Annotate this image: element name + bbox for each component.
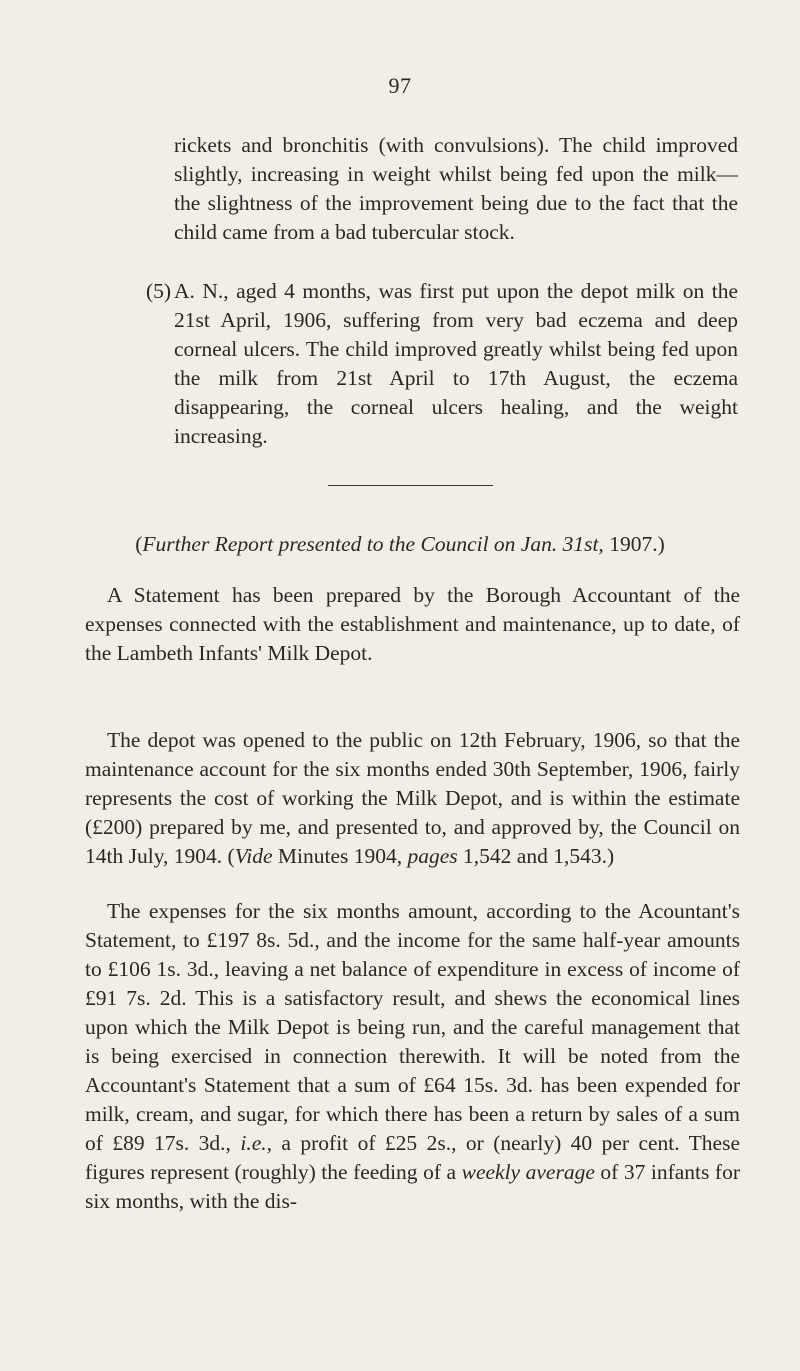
section-divider [328, 485, 493, 486]
depot-text-b: Minutes 1904, [272, 844, 408, 868]
case-number: (5) [146, 279, 172, 303]
case-continued-paragraph: rickets and bronchitis (with convulsions). The child improved slightly, increasing in weight whilst being fed upon the milk—the slightness of the improvement being due to the fact that the child came from a bad tubercular stock. [174, 133, 738, 244]
heading-open-paren: ( [135, 532, 143, 556]
depot-text-a: The depot was opened to the public on 12th February, 1906, so that the maintenance account for the six months ended 30th September, 1906, fairly represents the cost of working the Milk Depot, and is within the estimate (£200) prepared by me, and presented to, and approved by, the Council on 14th July, 1904. ( [85, 728, 740, 868]
expenses-ie: i.e. [240, 1131, 267, 1155]
heading-date: 1907.) [609, 532, 665, 556]
depot-text-c: 1,542 and 1,543.) [457, 844, 615, 868]
expenses-weekly-average: weekly average [461, 1160, 595, 1184]
page-number: 97 [388, 73, 412, 98]
case-5-paragraph [146, 277, 738, 451]
expenses-text-a: The expenses for the six months amount, according to the Acountant's Statement, to £197 8s. 5d., and the income for the same half-year amounts to £106 1s. 3d., leaving a net balance of expenditure in excess of income of £91 7s. 2d. This is a satisfactory result, and shews the economical lines upon which the Milk Depot is being run, and the careful management that is being exercised in connection therewith. It will be noted from the Accountant's Statement that a sum of £64 15s. 3d. has been expended for milk, cream, and sugar, for which there has been a return by sales of a sum of £89 17s. 3d., [85, 899, 740, 1155]
depot-paragraph [85, 726, 740, 871]
expenses-text-c: of 37 infants for six months, with the dis- [85, 1160, 740, 1213]
expenses-paragraph [85, 897, 740, 1216]
expenses-text-b: , a profit of £25 2s., or (nearly) 40 per cent. These figures represent (roughly) the feeding of a [85, 1131, 740, 1184]
further-report-heading [0, 530, 800, 559]
case-5-text: A. N., aged 4 months, was first put upon the depot milk on the 21st April, 1906, suffering from very bad eczema and deep corneal ulcers. The child improved greatly whilst being fed upon the milk from 21st April to 17th August, the eczema disappearing, the corneal ulcers healing, and the weight increasing. [174, 279, 738, 448]
heading-italic-text: Further Report presented to the Council on Jan. 31st, [142, 532, 604, 556]
depot-pages: pages [407, 844, 458, 868]
statement-paragraph: A Statement has been prepared by the Borough Accountant of the expenses connected with the establishment and maintenance, up to date, of the Lambeth Infants' Milk Depot. [85, 583, 740, 665]
depot-vide: Vide [234, 844, 273, 868]
